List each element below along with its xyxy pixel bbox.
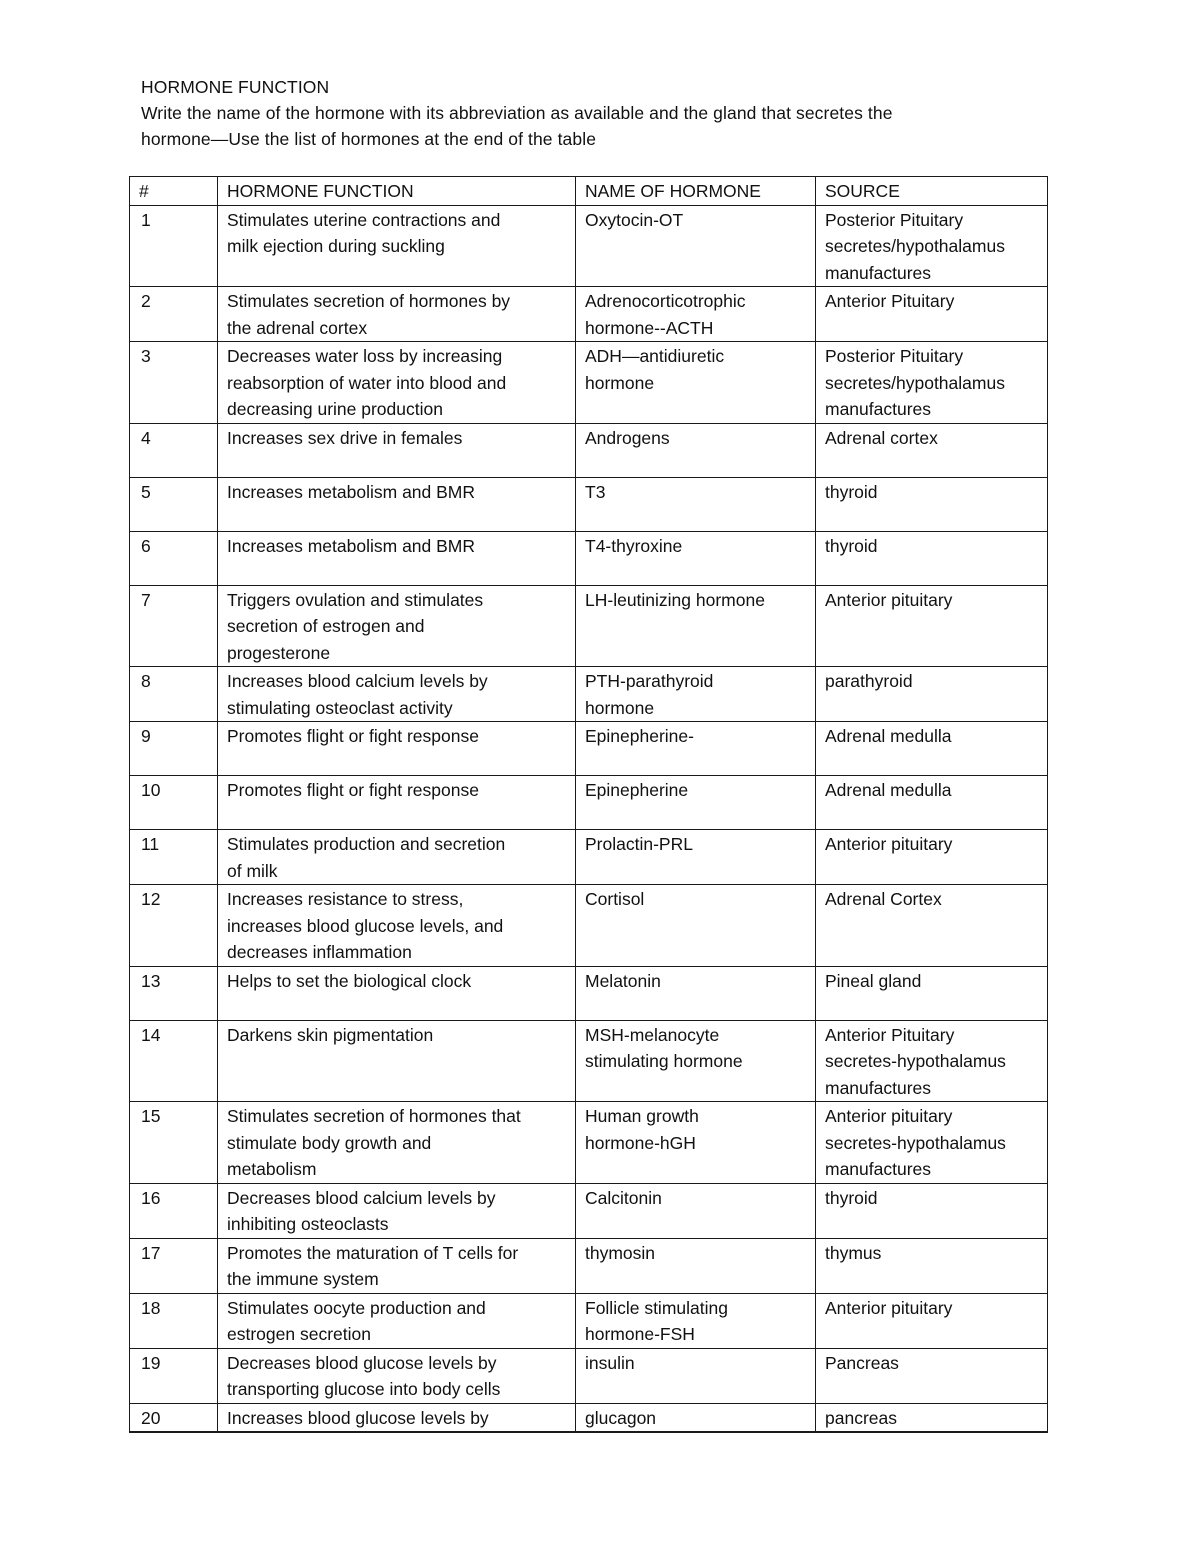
row-source: Anterior pituitary [816,830,1048,885]
row-source: Anterior Pituitary [816,287,1048,342]
row-hormone-name: PTH-parathyroid hormone [576,667,816,722]
row-number: 9 [130,722,218,776]
row-number: 6 [130,531,218,585]
table-row [130,667,1048,722]
row-function: Helps to set the biological clock [218,966,576,1020]
row-hormone-name: insulin [576,1348,816,1403]
table-row [130,287,1048,342]
row-hormone-name: Human growth hormone-hGH [576,1102,816,1184]
row-hormone-name: Calcitonin [576,1183,816,1238]
table-row [130,966,1048,1020]
row-source: thymus [816,1238,1048,1293]
row-source: Pancreas [816,1348,1048,1403]
row-number: 2 [130,287,218,342]
row-number: 8 [130,667,218,722]
row-function: Promotes flight or fight response [218,722,576,776]
table-row [130,1293,1048,1348]
row-function: Stimulates secretion of hormones by the adrenal cortex [218,287,576,342]
column-header-name: NAME OF HORMONE [576,177,816,206]
row-hormone-name: Cortisol [576,885,816,967]
row-function: Increases resistance to stress, increases blood glucose levels, and decreases inflammation [218,885,576,967]
row-hormone-name: glucagon [576,1403,816,1432]
row-hormone-name: T4-thyroxine [576,531,816,585]
row-function: Increases blood glucose levels by [218,1403,576,1432]
document-header [141,74,1041,152]
row-function: Stimulates secretion of hormones that stimulate body growth and metabolism [218,1102,576,1184]
row-source: Adrenal medulla [816,776,1048,830]
table-row [130,1183,1048,1238]
table-row [130,342,1048,424]
row-number: 10 [130,776,218,830]
column-header-source: SOURCE [816,177,1048,206]
row-number: 15 [130,1102,218,1184]
instructions-line-1: Write the name of the hormone with its abbreviation as available and the gland that secretes the [141,103,893,123]
row-function: Promotes the maturation of T cells for the immune system [218,1238,576,1293]
row-hormone-name: Adrenocorticotrophic hormone--ACTH [576,287,816,342]
table-row [130,477,1048,531]
table-row [130,1102,1048,1184]
row-function: Decreases blood calcium levels by inhibiting osteoclasts [218,1183,576,1238]
row-number: 12 [130,885,218,967]
row-function: Decreases water loss by increasing reabsorption of water into blood and decreasing urine production [218,342,576,424]
row-source: Anterior pituitary [816,585,1048,667]
table-row [130,531,1048,585]
instructions-line-2: hormone—Use the list of hormones at the end of the table [141,129,597,149]
row-number: 20 [130,1403,218,1432]
row-function: Triggers ovulation and stimulates secretion of estrogen and progesterone [218,585,576,667]
row-source: Pineal gland [816,966,1048,1020]
row-hormone-name: Epinepherine [576,776,816,830]
row-source: thyroid [816,477,1048,531]
table-row [130,776,1048,830]
row-source: Adrenal medulla [816,722,1048,776]
table-row [130,1403,1048,1432]
document-title: HORMONE FUNCTION [141,77,330,97]
table-row [130,1020,1048,1102]
row-source: thyroid [816,1183,1048,1238]
row-hormone-name: MSH-melanocyte stimulating hormone [576,1020,816,1102]
row-hormone-name: LH-leutinizing hormone [576,585,816,667]
table-row [130,423,1048,477]
table-row [130,585,1048,667]
table-header-row [130,177,1048,206]
row-hormone-name: Prolactin-PRL [576,830,816,885]
row-function: Increases metabolism and BMR [218,531,576,585]
row-hormone-name: Follicle stimulating hormone-FSH [576,1293,816,1348]
row-hormone-name: Oxytocin-OT [576,205,816,287]
row-function: Increases metabolism and BMR [218,477,576,531]
table-row [130,885,1048,967]
row-number: 7 [130,585,218,667]
row-number: 5 [130,477,218,531]
row-source: Anterior pituitary secretes-hypothalamus manufactures [816,1102,1048,1184]
table-row [130,205,1048,287]
row-function: Promotes flight or fight response [218,776,576,830]
row-function: Stimulates production and secretion of milk [218,830,576,885]
row-function: Increases sex drive in females [218,423,576,477]
row-source: Anterior Pituitary secretes-hypothalamus manufactures [816,1020,1048,1102]
row-source: Adrenal Cortex [816,885,1048,967]
row-source: thyroid [816,531,1048,585]
row-hormone-name: Epinepherine- [576,722,816,776]
row-number: 16 [130,1183,218,1238]
row-function: Stimulates oocyte production and estrogen secretion [218,1293,576,1348]
row-function: Stimulates uterine contractions and milk ejection during suckling [218,205,576,287]
row-source: Posterior Pituitary secretes/hypothalamus manufactures [816,342,1048,424]
hormone-table [129,176,1048,1433]
column-header-number: # [130,177,218,206]
row-number: 17 [130,1238,218,1293]
row-hormone-name: thymosin [576,1238,816,1293]
row-hormone-name: T3 [576,477,816,531]
row-number: 11 [130,830,218,885]
row-number: 3 [130,342,218,424]
row-number: 19 [130,1348,218,1403]
row-number: 13 [130,966,218,1020]
row-number: 18 [130,1293,218,1348]
row-number: 1 [130,205,218,287]
row-function: Increases blood calcium levels by stimulating osteoclast activity [218,667,576,722]
column-header-function: HORMONE FUNCTION [218,177,576,206]
table-row [130,722,1048,776]
row-source: Anterior pituitary [816,1293,1048,1348]
row-source: Adrenal cortex [816,423,1048,477]
row-hormone-name: ADH—antidiuretic hormone [576,342,816,424]
row-function: Darkens skin pigmentation [218,1020,576,1102]
table-row [130,1238,1048,1293]
row-function: Decreases blood glucose levels by transporting glucose into body cells [218,1348,576,1403]
row-hormone-name: Androgens [576,423,816,477]
table-row [130,1348,1048,1403]
row-number: 14 [130,1020,218,1102]
row-number: 4 [130,423,218,477]
row-hormone-name: Melatonin [576,966,816,1020]
row-source: Posterior Pituitary secretes/hypothalamus manufactures [816,205,1048,287]
row-source: pancreas [816,1403,1048,1432]
row-source: parathyroid [816,667,1048,722]
table-row [130,830,1048,885]
